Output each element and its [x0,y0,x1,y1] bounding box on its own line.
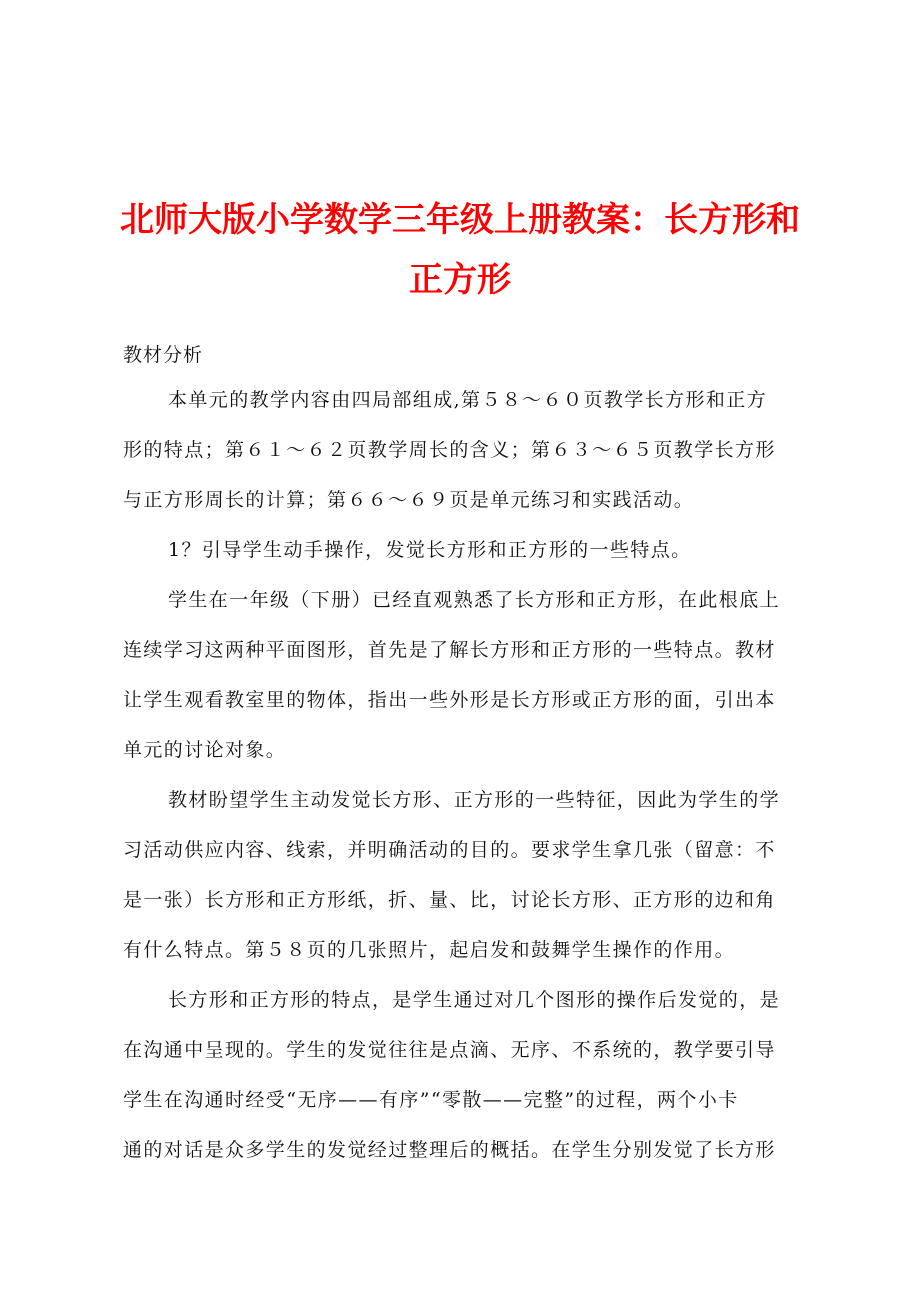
paragraph-point-1 [123,535,807,585]
paragraph-line: 本单元的教学内容由四局部组成,第５８～６０页教学长方形和正方 [168,389,768,411]
title-line-2: 正方形 [409,260,511,300]
paragraph-line: 单元的讨论对象。 [123,739,287,761]
paragraph-activity [123,785,807,985]
document-title [110,190,810,310]
paragraph-line: 习活动供应内容、线索，并明确活动的目的。要求学生拿几张（留意：不 [123,839,776,861]
paragraph-line: 与正方形周长的计算；第６６～６９页是单元练习和实践活动。 [123,489,695,511]
paragraph-line: 通的对话是众多学生的发觉经过整理后的概括。在学生分别发觉了长方形 [123,1139,776,1161]
paragraph-line: 形的特点；第６１～６２页教学周长的含义；第６３～６５页教学长方形 [123,439,776,461]
paragraph-line: 有什么特点。第５８页的几张照片，起启发和鼓舞学生操作的作用。 [123,939,736,961]
section-heading: 教材分析 [123,344,204,366]
paragraph-characteristics [123,985,807,1185]
paragraph-page-overview [123,385,807,535]
paragraph-line: 学生在一年级（下册）已经直观熟悉了长方形和正方形，在此根底上 [168,589,781,611]
paragraph-line: 1？引导学生动手操作，发觉长方形和正方形的一些特点。 [168,539,692,561]
paragraph-line: 是一张）长方形和正方形纸，折、量、比，讨论长方形、正方形的边和角 [123,889,776,911]
paragraph-line: 让学生观看教室里的物体，指出一些外形是长方形或正方形的面，引出本 [123,689,776,711]
paragraph-prior-knowledge [123,585,807,785]
document-body [123,385,807,1185]
paragraph-line: 长方形和正方形的特点，是学生通过对几个图形的操作后发觉的，是 [168,989,781,1011]
paragraph-line: 教材盼望学生主动发觉长方形、正方形的一些特征，因此为学生的学 [168,789,781,811]
title-line-1: 北师大版小学数学三年级上册教案：长方形和 [120,200,800,240]
paragraph-line: 连续学习这两种平面图形，首先是了解长方形和正方形的一些特点。教材 [123,639,776,661]
paragraph-line: 在沟通中呈现的。学生的发觉往往是点滴、无序、不系统的，教学要引导 [123,1039,776,1061]
paragraph-line: 学生在沟通时经受“无序——有序”“零散——完整”的过程，两个小卡 [123,1089,739,1111]
